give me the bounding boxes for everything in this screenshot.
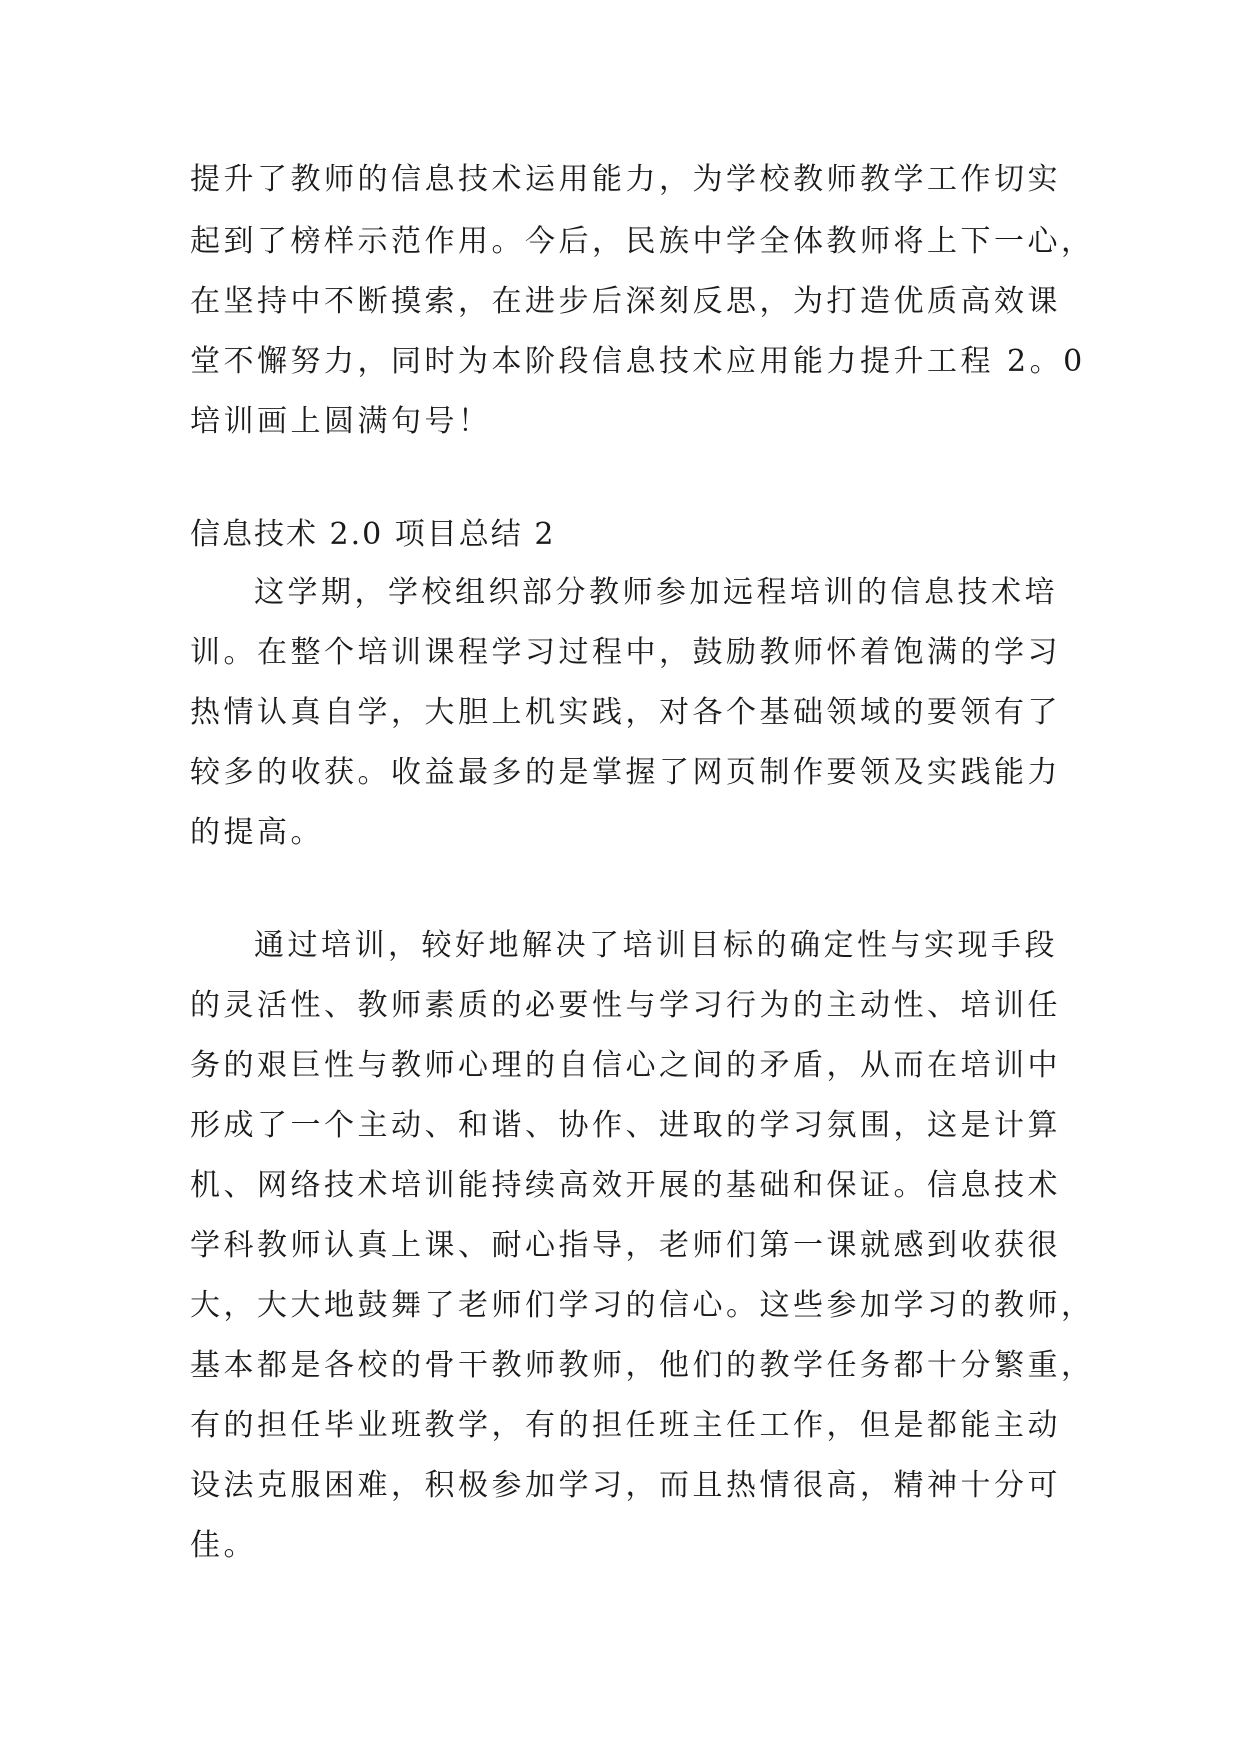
paragraph-line: 有的担任毕业班教学，有的担任班主任工作，但是都能主动 [190,1408,1061,1443]
paragraph-line: 的提高。 [190,815,324,850]
paragraph-line: 较多的收获。收益最多的是掌握了网页制作要领及实践能力 [190,755,1061,790]
paragraph-line: 这学期，学校组织部分教师参加远程培训的信息技术培 [254,575,1058,610]
paragraph-line: 务的艰巨性与教师心理的自信心之间的矛盾，从而在培训中 [190,1048,1061,1083]
section-heading: 信息技术 2.0 项目总结 2 [190,517,556,552]
paragraph-line: 设法克服困难，积极参加学习，而且热情很高，精神十分可 [190,1468,1061,1503]
paragraph-line: 大，大大地鼓舞了老师们学习的信心。这些参加学习的教师， [190,1288,1095,1323]
paragraph-line: 学科教师认真上课、耐心指导，老师们第一课就感到收获很 [190,1228,1061,1263]
paragraph-line: 起到了榜样示范作用。今后，民族中学全体教师将上下一心， [190,224,1095,259]
paragraph-line: 训。在整个培训课程学习过程中，鼓励教师怀着饱满的学习 [190,635,1061,670]
paragraph-line: 在坚持中不断摸索，在进步后深刻反思，为打造优质高效课 [190,284,1061,319]
paragraph-line: 通过培训，较好地解决了培训目标的确定性与实现手段 [254,928,1058,963]
paragraph-line: 培训画上圆满句号！ [190,404,492,439]
paragraph-line: 堂不懈努力，同时为本阶段信息技术应用能力提升工程 2。0 [190,344,1086,379]
paragraph-line: 形成了一个主动、和谐、协作、进取的学习氛围，这是计算 [190,1108,1061,1143]
paragraph-line: 基本都是各校的骨干教师教师，他们的教学任务都十分繁重， [190,1348,1095,1383]
paragraph-line: 机、网络技术培训能持续高效开展的基础和保证。信息技术 [190,1168,1061,1203]
paragraph-line: 提升了教师的信息技术运用能力，为学校教师教学工作切实 [190,162,1061,197]
paragraph-line: 热情认真自学，大胆上机实践，对各个基础领域的要领有了 [190,695,1061,730]
paragraph-line: 佳。 [190,1528,257,1563]
paragraph-line: 的灵活性、教师素质的必要性与学习行为的主动性、培训任 [190,988,1061,1023]
